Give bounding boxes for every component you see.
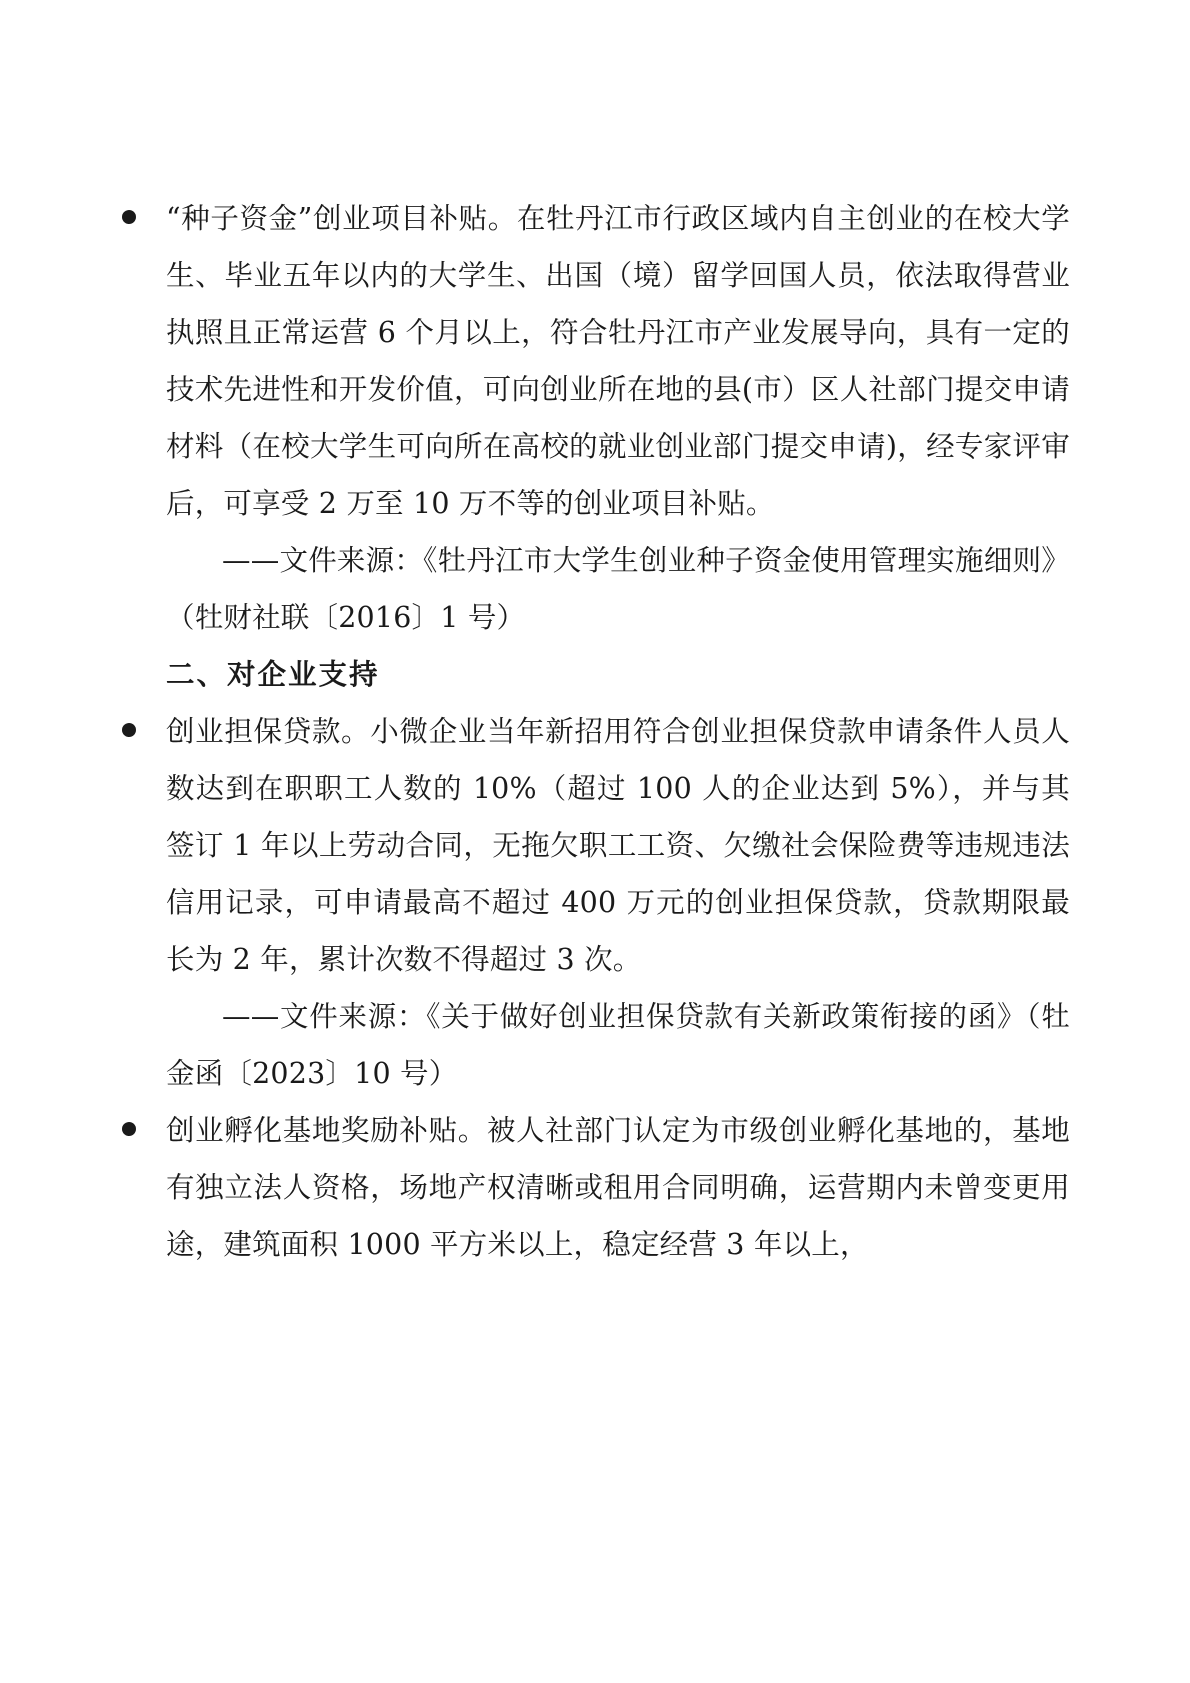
paragraph-incubator-subsidy [118,1102,1070,1273]
source-note-guarantee-loan: ——文件来源：《关于做好创业担保贷款有关新政策衔接的函》（牡金函〔2023〕10 号） [166,1000,1070,1090]
source-note-seed-fund: ——文件来源：《牡丹江市大学生创业种子资金使用管理实施细则》（牡财社联〔2016〕1 号） [166,544,1070,634]
bullet-point-icon [122,1122,136,1136]
bullet-point-icon [122,723,136,737]
paragraph-text: 创业孵化基地奖励补贴。被人社部门认定为市级创业孵化基地的，基地有独立法人资格，场地产权清晰或租用合同明确，运营期内未曾变更用途，建筑面积 1000 平方米以上，稳定经营 3 年以上， [166,1114,1070,1261]
document-body [118,190,1070,1273]
bullet-point-icon [122,210,136,224]
section-heading-enterprise-support: 二、对企业支持 [166,658,380,691]
paragraph-text: “种子资金”创业项目补贴。在牡丹江市行政区域内自主创业的在校大学生、毕业五年以内的大学生、出国（境）留学回国人员，依法取得营业执照且正常运营 6 个月以上，符合牡丹江市产业发展导向，具有一定的技术先进性和开发价值，可向创业所在地的县(市）区人社部门提交申请材料（在校大学生可向所在高校的就业创业部门提交申请)，经专家评审后，可享受 2 万至 10 万不等的创业项目补贴。 [166,202,1070,520]
paragraph-seed-fund-subsidy [118,190,1070,532]
paragraph-text: 创业担保贷款。小微企业当年新招用符合创业担保贷款申请条件人员人数达到在职职工人数的 10%（超过 100 人的企业达到 5%），并与其签订 1 年以上劳动合同，无拖欠职工工资、欠缴社会保险费等违规违法信用记录，可申请最高不超过 400 万元的创业担保贷款，贷款期限最长为 2 年，累计次数不得超过 3 次。 [166,715,1070,976]
paragraph-guarantee-loan [118,703,1070,988]
